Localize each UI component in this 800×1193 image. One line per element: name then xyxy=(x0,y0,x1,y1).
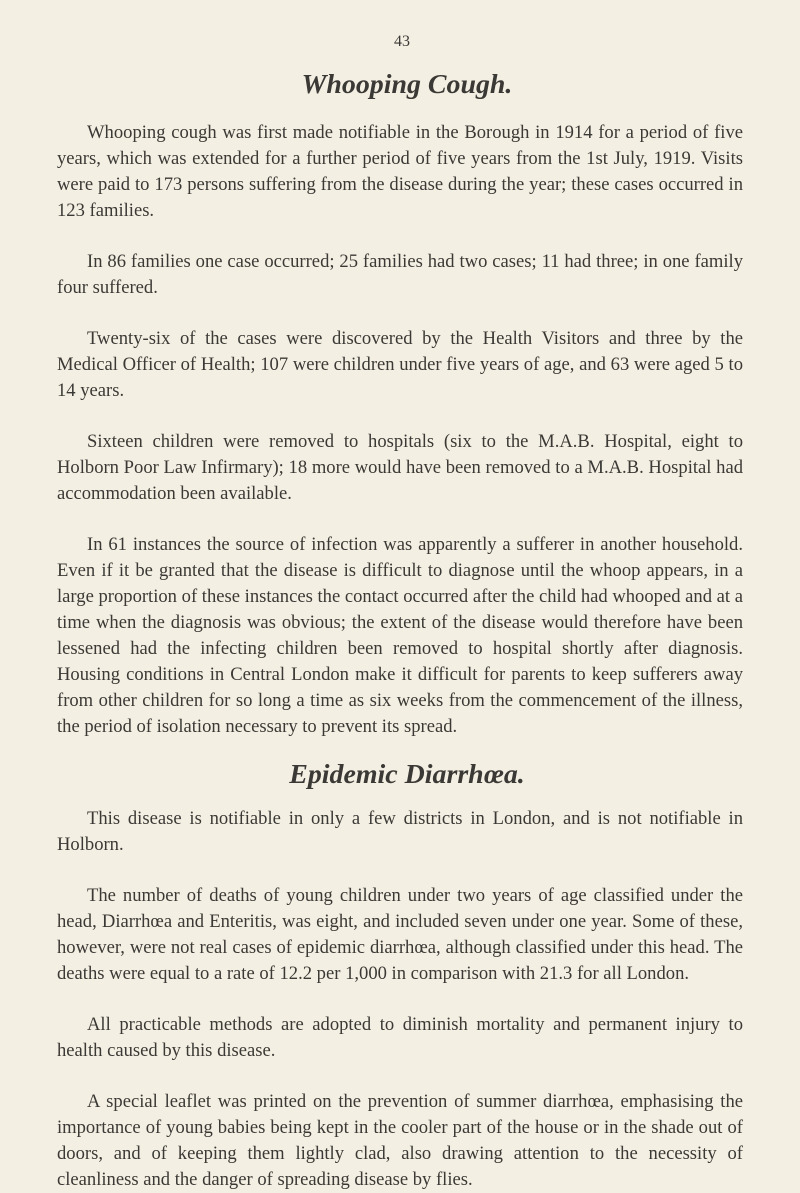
document-page xyxy=(57,32,743,1193)
paragraph: In 61 instances the source of infection was apparently a sufferer in another household. Even if it be granted that the disease is difficult to diagnose until the whoop appears, in a large proportion of these instances the contact occurred after the child had whooped and at a time when the diagnosis was obvious; the extent of the disease would therefore have been lessened had the infecting children been removed to hospital shortly after diagnosis. Housing conditions in Central London make it difficult for parents to keep sufferers away from other children for so long a time as six weeks from the commencement of the illness, the period of isolation necessary to prevent its spread. xyxy=(57,534,743,737)
paragraph: Twenty-six of the cases were discovered by the Health Visitors and three by the Medical Officer of Health; 107 were children under five years of age, and 63 were aged 5 to 14 years. xyxy=(57,328,743,401)
paragraph: The number of deaths of young children under two years of age classified under the head, Diarrhœa and Enteritis, was eight, and included seven under one year. Some of these, however, were not real cases of epidemic diarrhœa, although classified under this head. The deaths were equal to a rate of 12.2 per 1,000 in comparison with 21.3 for all London. xyxy=(57,885,743,984)
section-heading-whooping-cough: Whooping Cough. xyxy=(301,69,513,100)
paragraph: Whooping cough was first made notifiable in the Borough in 1914 for a period of five years, which was extended for a further period of five years from the 1st July, 1919. Visits were paid to 173 persons suffering from the disease during the year; these cases occurred in 123 families. xyxy=(57,122,743,221)
paragraph: This disease is notifiable in only a few districts in London, and is not notifiable in Holborn. xyxy=(57,808,743,855)
page-number: 43 xyxy=(394,33,410,50)
paragraph: All practicable methods are adopted to diminish mortality and permanent injury to health caused by this disease. xyxy=(57,1014,743,1061)
paragraph: In 86 families one case occurred; 25 families had two cases; 11 had three; in one family four suffered. xyxy=(57,251,743,298)
section-heading-epidemic-diarrhoea: Epidemic Diarrhœa. xyxy=(289,759,525,790)
paragraph: Sixteen children were removed to hospitals (six to the M.A.B. Hospital, eight to Holborn Poor Law Infirmary); 18 more would have been removed to a M.A.B. Hospital had accommodation been available. xyxy=(57,431,743,504)
paragraph: A special leaflet was printed on the prevention of summer diarrhœa, emphasising the importance of young babies being kept in the cooler part of the house or in the shade out of doors, and of keeping them lightly clad, also drawing attention to the necessity of cleanliness and the danger of spreading disease by flies. xyxy=(57,1091,743,1190)
